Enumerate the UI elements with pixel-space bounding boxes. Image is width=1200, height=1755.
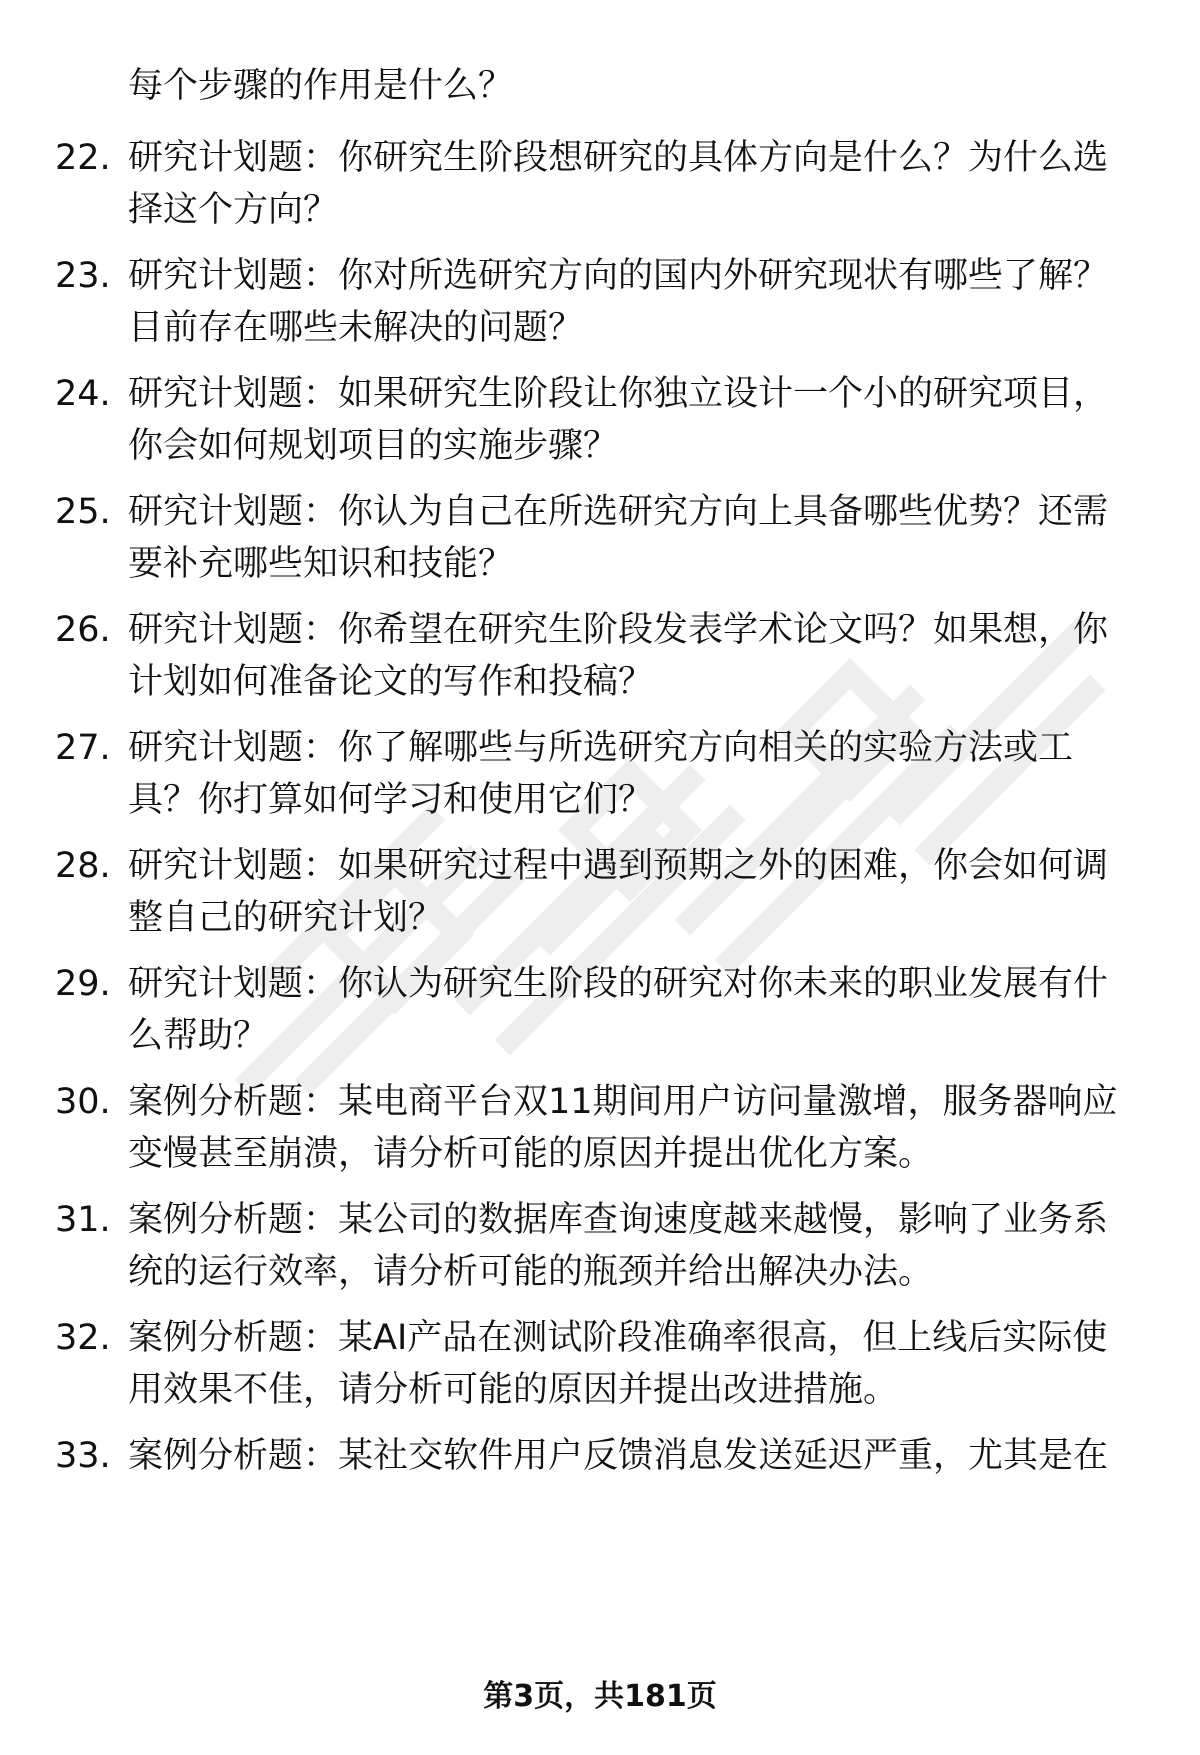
question-number: 24. xyxy=(55,374,111,414)
question-text-line-1: 案例分析题：某电商平台双11期间用户访问量激增，服务器响应 xyxy=(128,1082,1118,1122)
question-number: 33. xyxy=(55,1436,111,1476)
question-text-line-2: 变慢甚至崩溃，请分析可能的原因并提出优化方案。 xyxy=(128,1134,934,1174)
question-number: 30. xyxy=(55,1082,111,1122)
question-text-line-1: 研究计划题：如果研究过程中遇到预期之外的困难，你会如何调 xyxy=(128,846,1109,886)
continued-question-text: 每个步骤的作用是什么？ xyxy=(128,66,514,106)
question-number: 28. xyxy=(55,846,111,886)
question-text-line-1: 研究计划题：你研究生阶段想研究的具体方向是什么？为什么选 xyxy=(128,138,1109,178)
question-text-line-1: 研究计划题：如果研究生阶段让你独立设计一个小的研究项目， xyxy=(128,374,1109,414)
question-text-line-2: 计划如何准备论文的写作和投稿？ xyxy=(128,662,654,702)
question-text-line-2: 具？你打算如何学习和使用它们？ xyxy=(128,780,654,820)
question-text-line-2: 择这个方向？ xyxy=(128,190,339,230)
page-footer: 第3页，共181页 xyxy=(483,1679,717,1714)
question-text-line-2: 用效果不佳，请分析可能的原因并提出改进措施。 xyxy=(128,1370,899,1410)
question-number: 23. xyxy=(55,256,111,296)
question-text-line-2: 要补充哪些知识和技能？ xyxy=(128,544,514,584)
question-number: 22. xyxy=(55,138,111,178)
question-text-line-1: 案例分析题：某社交软件用户反馈消息发送延迟严重，尤其是在 xyxy=(128,1436,1109,1476)
question-text-line-2: 么帮助？ xyxy=(128,1016,269,1056)
question-number: 25. xyxy=(55,492,111,532)
question-number: 31. xyxy=(55,1200,111,1240)
question-number: 26. xyxy=(55,610,111,650)
question-text-line-2: 整自己的研究计划？ xyxy=(128,898,444,938)
question-text-line-2: 目前存在哪些未解决的问题？ xyxy=(128,308,584,348)
question-number: 27. xyxy=(55,728,111,768)
question-text-line-2: 你会如何规划项目的实施步骤？ xyxy=(128,426,619,466)
question-number: 29. xyxy=(55,964,111,1004)
question-text-line-1: 研究计划题：你对所选研究方向的国内外研究现状有哪些了解？ xyxy=(128,256,1109,296)
question-text-line-2: 统的运行效率，请分析可能的瓶颈并给出解决办法。 xyxy=(128,1252,934,1292)
question-text-line-1: 研究计划题：你了解哪些与所选研究方向相关的实验方法或工 xyxy=(128,728,1074,768)
question-text-line-1: 研究计划题：你希望在研究生阶段发表学术论文吗？如果想，你 xyxy=(128,610,1109,650)
question-text-line-1: 研究计划题：你认为自己在所选研究方向上具备哪些优势？还需 xyxy=(128,492,1109,532)
question-text-line-1: 研究计划题：你认为研究生阶段的研究对你未来的职业发展有什 xyxy=(128,964,1109,1004)
question-text-line-1: 案例分析题：某AI产品在测试阶段准确率很高，但上线后实际使 xyxy=(128,1318,1108,1358)
question-text-line-1: 案例分析题：某公司的数据库查询速度越来越慢，影响了业务系 xyxy=(128,1200,1109,1240)
question-number: 32. xyxy=(55,1318,111,1358)
